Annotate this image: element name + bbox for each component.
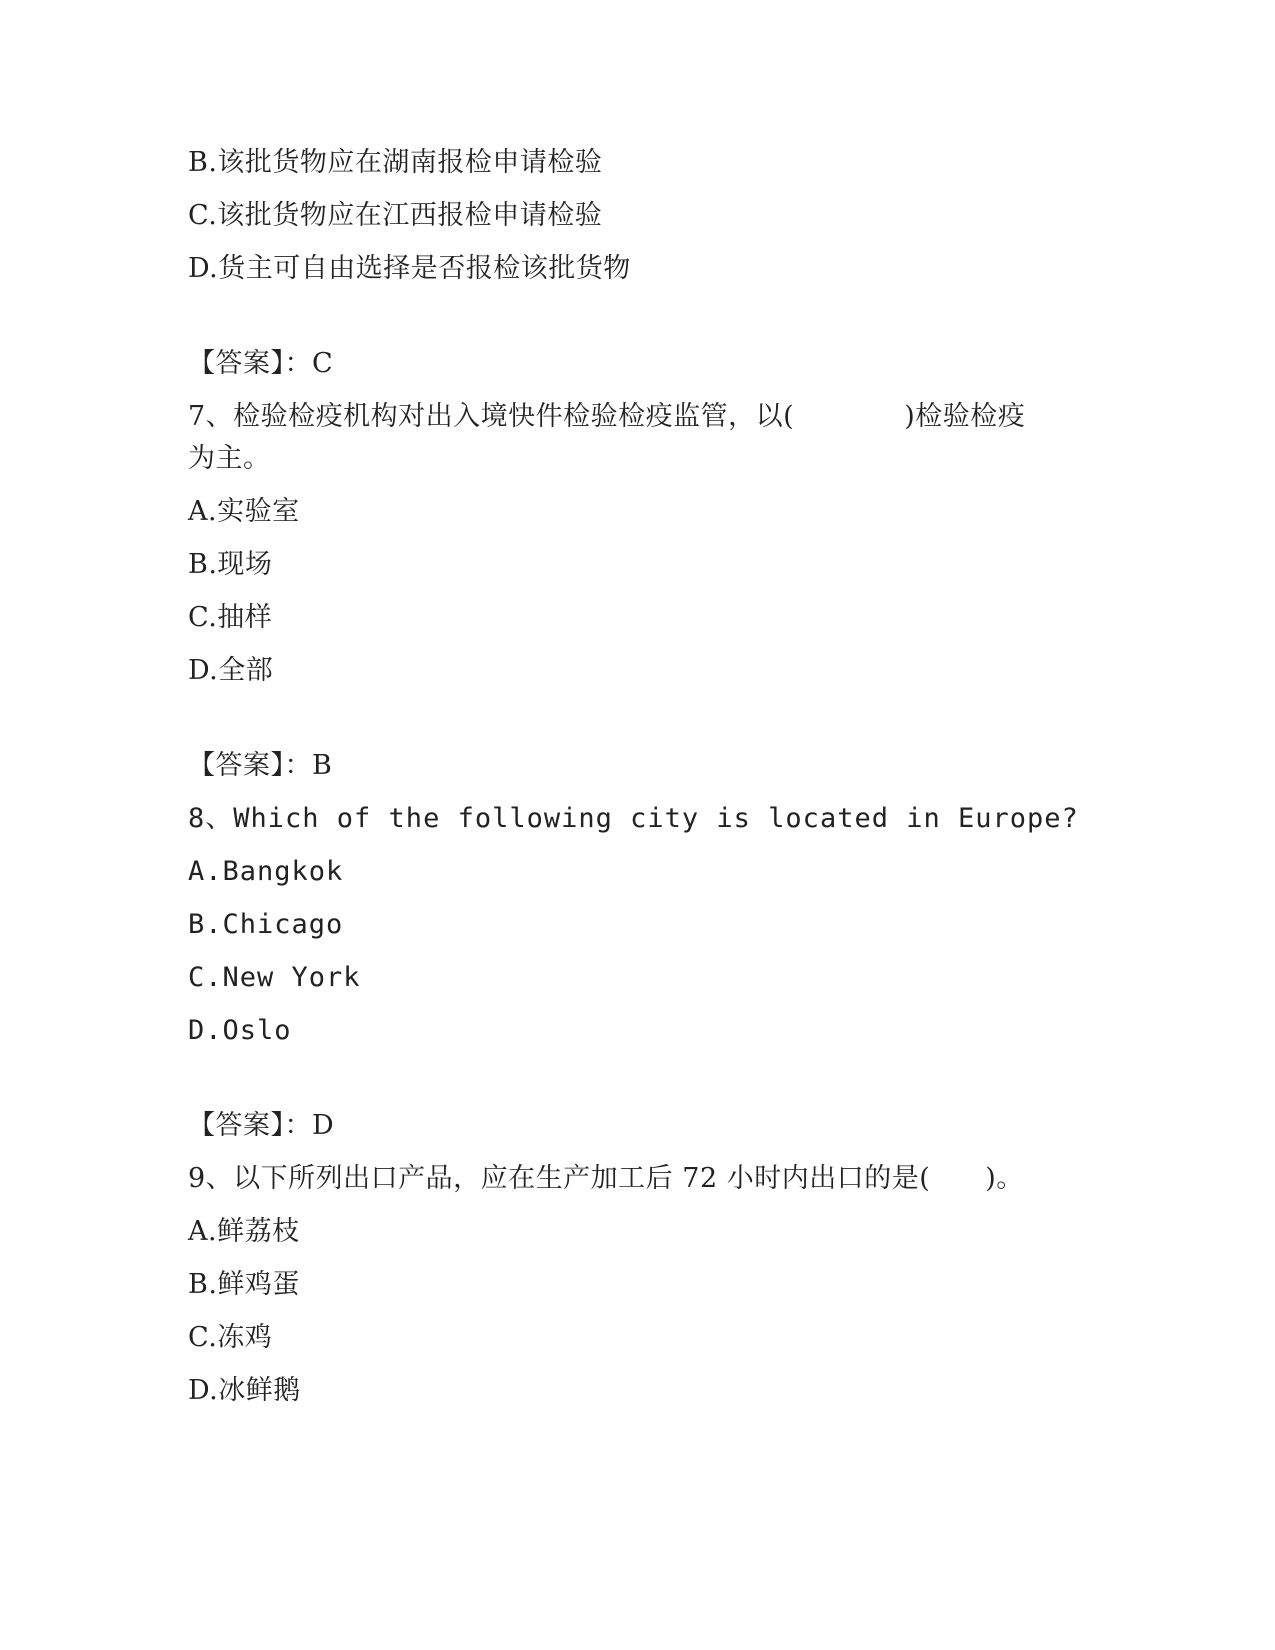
q8-option-d: D.Oslo	[188, 1015, 292, 1046]
q7-option-c: C.抽样	[188, 602, 273, 633]
q7-option-a: A.实验室	[188, 496, 300, 527]
q8-option-b: B.Chicago	[188, 909, 344, 940]
option-c: C.该批货物应在江西报检申请检验	[188, 200, 603, 231]
q9-option-a: A.鲜荔枝	[188, 1216, 300, 1247]
option-b: B.该批货物应在湖南报检申请检验	[188, 147, 603, 178]
q7-option-b: B.现场	[188, 549, 273, 580]
question-8: 8、Which of the following city is located in Europe?	[188, 803, 1079, 834]
question-7-line1: 7、检验检疫机构对出入境快件检验检疫监管，以( )检验检疫	[188, 401, 1026, 432]
q9-option-c: C.冻鸡	[188, 1322, 273, 1353]
answer-q8: 【答案】：D	[188, 1110, 335, 1141]
answer-q6: 【答案】：C	[188, 348, 334, 379]
question-7-line2: 为主。	[188, 443, 271, 474]
option-d: D.货主可自由选择是否报检该批货物	[188, 253, 631, 284]
q9-option-b: B.鲜鸡蛋	[188, 1269, 300, 1300]
q8-option-c: C.New York	[188, 962, 361, 993]
q7-option-d: D.全部	[188, 655, 274, 686]
q8-option-a: A.Bangkok	[188, 856, 344, 887]
answer-q7: 【答案】：B	[188, 750, 333, 781]
q9-option-d: D.冰鲜鹅	[188, 1375, 301, 1406]
question-9: 9、以下所列出口产品，应在生产加工后 72 小时内出口的是( )。	[188, 1163, 1024, 1194]
